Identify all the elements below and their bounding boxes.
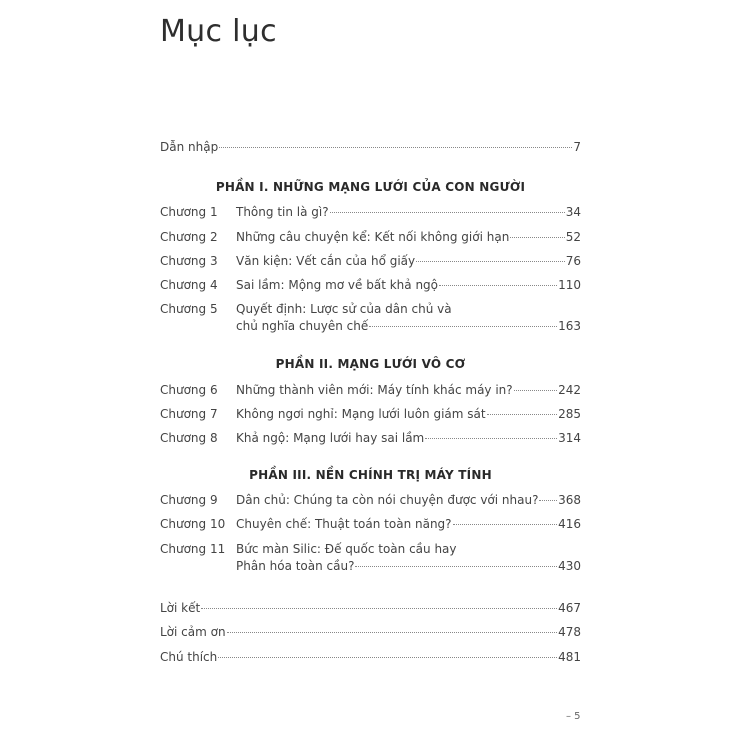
entry-page-number: 163 — [558, 319, 581, 333]
entry-page-number: 416 — [558, 517, 581, 531]
chapter-title-line-2: Phân hóa toàn cầu? — [236, 559, 355, 573]
dot-leader — [539, 500, 557, 501]
chapter-title: Thông tin là gì? — [236, 205, 329, 219]
part-heading-1: PHẦN I. NHỮNG MẠNG LƯỚI CỦA CON NGƯỜI — [215, 180, 526, 194]
entry-page-number: 34 — [565, 205, 581, 219]
chapter-label: Chương 8 — [160, 431, 218, 445]
dot-leader — [369, 326, 557, 327]
chapter-title: Không ngơi nghỉ: Mạng lưới luôn giám sát — [236, 407, 486, 421]
dot-leader — [514, 390, 557, 391]
entry-page-number: 467 — [558, 601, 581, 615]
chapter-title-line-1: Quyết định: Lược sử của dân chủ và — [236, 302, 452, 316]
chapter-label: Chương 11 — [160, 542, 226, 556]
dot-leader — [439, 285, 557, 286]
entry-page-number: 110 — [558, 278, 581, 292]
chapter-title: Dân chủ: Chúng ta còn nói chuyện được với nhau? — [236, 493, 539, 507]
chapter-label: Chương 9 — [160, 493, 218, 507]
chapter-title: Văn kiện: Vết cắn của hổ giấy — [236, 254, 416, 268]
page-title: Mục lục — [160, 14, 277, 49]
chapter-title: Sai lầm: Mộng mơ về bất khả ngộ — [236, 278, 439, 292]
chapter-label: Chương 10 — [160, 517, 226, 531]
toc-entry-intro[interactable] — [160, 139, 581, 155]
chapter-title-line-2: chủ nghĩa chuyên chế — [236, 319, 369, 333]
entry-page-number: 7 — [573, 140, 581, 154]
dot-leader — [227, 632, 558, 633]
chapter-title-line-1: Bức màn Silic: Đế quốc toàn cầu hay — [236, 542, 457, 556]
chapter-title: Những thành viên mới: Máy tính khác máy in? — [236, 383, 513, 397]
dot-leader — [201, 608, 557, 609]
entry-label: Chú thích — [160, 650, 218, 664]
dot-leader — [355, 566, 557, 567]
entry-page-number: 242 — [558, 383, 581, 397]
dot-leader — [416, 261, 565, 262]
chapter-title: Những câu chuyện kể: Kết nối không giới hạn — [236, 230, 510, 244]
chapter-label: Chương 3 — [160, 254, 218, 268]
entry-label: Lời kết — [160, 601, 201, 615]
chapter-label: Chương 4 — [160, 278, 218, 292]
entry-page-number: 478 — [558, 625, 581, 639]
chapter-label: Chương 7 — [160, 407, 218, 421]
chapter-title: Chuyên chế: Thuật toán toàn năng? — [236, 517, 452, 531]
toc-entry-epilogue[interactable] — [160, 600, 581, 616]
chapter-title: Khả ngộ: Mạng lưới hay sai lầm — [236, 431, 425, 445]
entry-page-number: 481 — [558, 650, 581, 664]
entry-page-number: 430 — [558, 559, 581, 573]
dot-leader — [487, 414, 558, 415]
chapter-label: Chương 2 — [160, 230, 218, 244]
entry-page-number: 314 — [558, 431, 581, 445]
part-heading-3: PHẦN III. NỀN CHÍNH TRỊ MÁY TÍNH — [249, 468, 492, 482]
chapter-label: Chương 1 — [160, 205, 218, 219]
entry-label: Dẫn nhập — [160, 140, 219, 154]
part-heading-2: PHẦN II. MẠNG LƯỚI VÔ CƠ — [275, 357, 466, 371]
entry-page-number: 368 — [558, 493, 581, 507]
dot-leader — [219, 147, 572, 148]
toc-entry-notes[interactable] — [160, 649, 581, 665]
chapter-label: Chương 5 — [160, 302, 218, 316]
chapter-label: Chương 6 — [160, 383, 218, 397]
dot-leader — [218, 657, 557, 658]
dot-leader — [425, 438, 557, 439]
dot-leader — [453, 524, 558, 525]
entry-label: Lời cảm ơn — [160, 625, 226, 639]
page-number-footer: – 5 — [566, 711, 581, 722]
entry-page-number: 76 — [565, 254, 581, 268]
toc-entry-acknowledgements[interactable] — [160, 624, 581, 640]
entry-page-number: 52 — [565, 230, 581, 244]
dot-leader — [510, 237, 564, 238]
entry-page-number: 285 — [558, 407, 581, 421]
dot-leader — [330, 212, 565, 213]
